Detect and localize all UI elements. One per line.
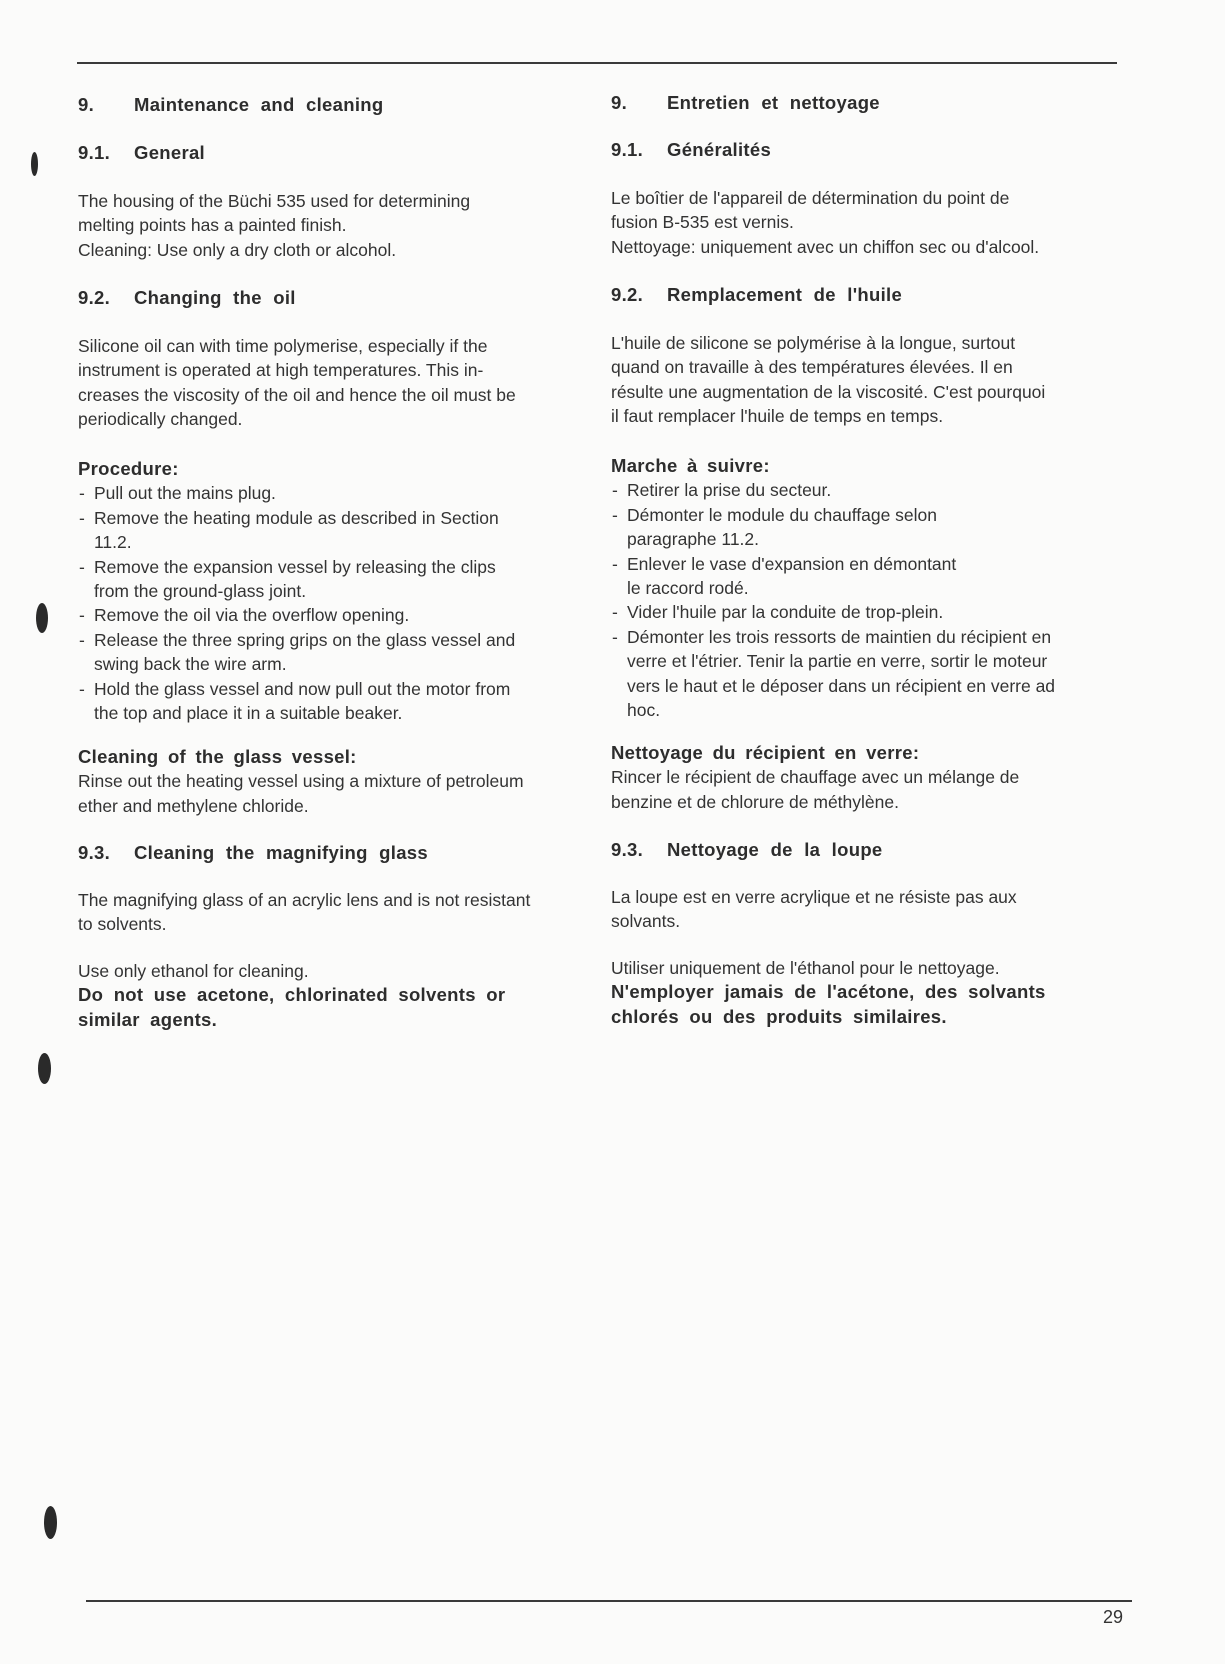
bottom-rule [86,1600,1132,1602]
heading-9-2-fr: 9.2. Remplacement de l'huile [611,284,903,305]
oil-paragraph-fr: L'huile de silicone se polymérise à la longue, surtout quand on travaille à des températures élevées. Il en résulte une augmentation de la viscosité. C'est pourquoi il faut remplacer l'huile de temps en temps. [611,333,1046,427]
procedure-label-fr: Marche à suivre: [611,455,770,476]
list-item: - Hold the glass vessel and now pull out the motor from the top and place it in a suitable beaker. [78,677,598,726]
heading-9-2-en: 9.2. Changing the oil [78,287,296,308]
ethanol-block-fr: Utiliser uniquement de l'éthanol pour le nettoyage. N'employer jamais de l'acétone, des solvants chlorés ou des produits similaires. [611,956,1131,1029]
warning-fr: N'employer jamais de l'acétone, des solvants chlorés ou des produits similaires. [611,981,1046,1027]
list-item: - Release the three spring grips on the glass vessel and swing back the wire arm. [78,628,598,677]
list-item: - Retirer la prise du secteur. [611,478,1131,502]
list-item: - Remove the expansion vessel by releasing the clips from the ground-glass joint. [78,555,598,604]
warning-en: Do not use acetone, chlorinated solvents or similar agents. [78,984,506,1030]
cleaning-label-en: Cleaning of the glass vessel: [78,746,357,767]
heading-9-3-en: 9.3. Cleaning the magnifying glass [78,842,428,863]
list-item: - Remove the heating module as described in Section 11.2. [78,506,598,555]
heading-9-1-fr: 9.1. Généralités [611,139,772,160]
list-item: - Vider l'huile par la conduite de trop-plein. [611,600,1131,624]
ethanol-block-en: Use only ethanol for cleaning. Do not use acetone, chlorinated solvents or similar agents. [78,959,598,1032]
list-item: - Démonter le module du chauffage selon paragraphe 11.2. [611,503,1131,552]
list-item: - Pull out the mains plug. [78,481,598,505]
binder-hole-4 [44,1506,57,1539]
procedure-list-en [78,481,598,725]
general-paragraph-fr: Le boîtier de l'appareil de détermination du point de fusion B-535 est vernis. Nettoyage: uniquement avec un chiffon sec ou d'alcool. [611,188,1040,257]
magnifier-paragraph-fr: La loupe est en verre acrylique et ne résiste pas aux solvants. [611,887,1017,932]
procedure-list-fr [611,478,1131,722]
list-item: - Démonter les trois ressorts de maintien du récipient en verre et l'étrier. Tenir la partie en verre, sortir le moteur vers le haut et le déposer dans un récipient en verre ad hoc. [611,625,1131,723]
procedure-label-en: Procedure: [78,458,179,479]
binder-hole-1 [31,152,38,176]
top-rule [77,62,1117,64]
procedure-block-en [78,457,598,725]
oil-paragraph-en: Silicone oil can with time polymerise, especially if the instrument is operated at high temperatures. This in- creases the viscosity of the oil and hence the oil must be periodically changed. [78,336,516,430]
magnifier-paragraph-en: The magnifying glass of an acrylic lens and is not resistant to solvents. [78,890,531,935]
procedure-block-fr [611,454,1131,722]
list-item: - Enlever le vase d'expansion en démontant le raccord rodé. [611,552,1131,601]
heading-9-fr: 9. Entretien et nettoyage [611,92,880,113]
list-item: - Remove the oil via the overflow opening. [78,603,598,627]
cleaning-label-fr: Nettoyage du récipient en verre: [611,742,920,763]
binder-hole-3 [38,1053,51,1084]
heading-9-3-fr: 9.3. Nettoyage de la loupe [611,839,883,860]
binder-hole-2 [36,603,48,633]
heading-9-1-en: 9.1. General [78,142,205,163]
cleaning-block-en: Cleaning of the glass vessel: Rinse out the heating vessel using a mixture of petroleum ether and methylene chloride. [78,745,598,818]
page-number: 29 [1103,1607,1124,1627]
heading-9-en: 9. Maintenance and cleaning [78,94,384,115]
general-paragraph-en: The housing of the Büchi 535 used for determining melting points has a painted finish. Cleaning: Use only a dry cloth or alcohol. [78,191,471,260]
cleaning-block-fr: Nettoyage du récipient en verre: Rincer le récipient de chauffage avec un mélange de benzine et de chlorure de méthylène. [611,741,1131,814]
